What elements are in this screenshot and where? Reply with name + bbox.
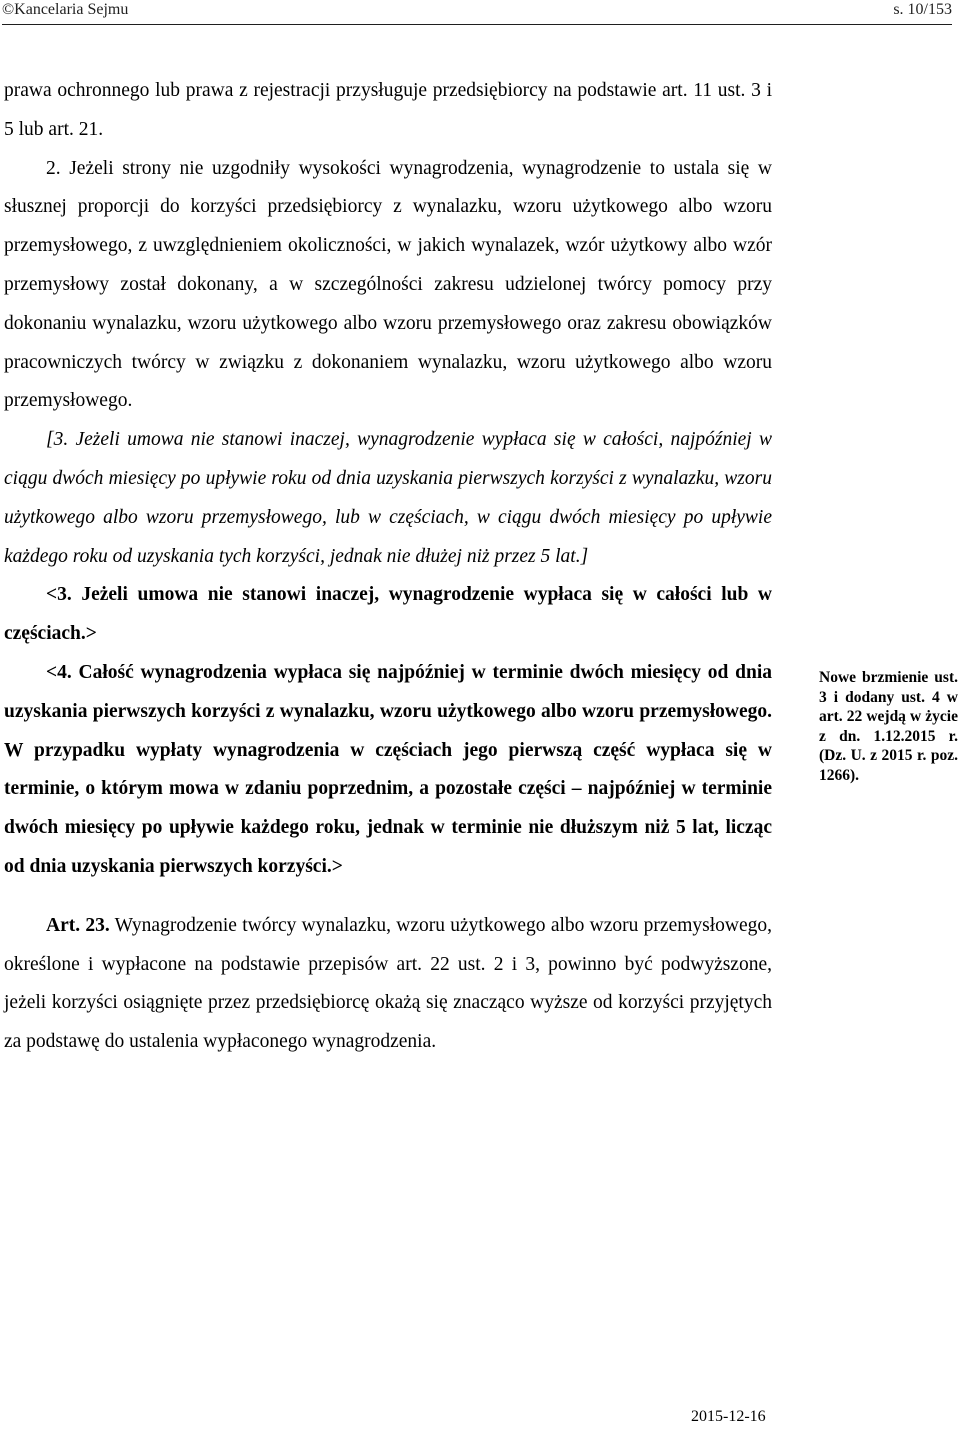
article-label: Art. 23.: [46, 914, 110, 936]
page-header: [2, 0, 952, 20]
paragraph-ust-4-new: <4. Całość wynagrodzenia wypłaca się najpóźniej w terminie dwóch miesięcy od dnia uzyskania pierwszych korzyści z wynalazku, wzoru użytkowego albo wzoru przemysłowego. W przypadku wypłaty wynagrodzenia w częściach jego pierwszą część wypłaca się w terminie, o którym mowa w zdaniu poprzednim, a pozostałe części – najpóźniej w terminie dwóch miesięcy po upływie każdego roku, jednak w terminie nie dłuższym niż 5 lat, licząc od dnia uzyskania pierwszych korzyści.>: [4, 661, 772, 877]
paragraph-art-23: [4, 907, 772, 1062]
header-divider: [2, 24, 952, 25]
margin-note: Nowe brzmienie ust. 3 i dodany ust. 4 w art. 22 wejdą w życie z dn. 1.12.2015 r. (Dz. U. z 2015 r. poz. 1266).: [819, 669, 958, 784]
document-body: [4, 72, 772, 1062]
article-text: Wynagrodzenie twórcy wynalazku, wzoru użytkowego albo wzoru przemysłowego, określone i wypłacone na podstawie przepisów art. 22 ust. 2 i 3, powinno być podwyższone, jeżeli korzyści osiągnięte przez przedsiębiorcę okażą się znacząco wyższe od korzyści przyjętych za podstawę do ustalenia wypłaconego wynagrodzenia.: [4, 914, 773, 1053]
header-source: ©Kancelaria Sejmu: [2, 1, 129, 18]
paragraph-continuation: prawa ochronnego lub prawa z rejestracji przysługuje przedsiębiorcy na podstawie art. 11 ust. 3 i 5 lub art. 21.: [4, 80, 772, 140]
paragraph-ust-2: 2. Jeżeli strony nie uzgodniły wysokości wynagrodzenia, wynagrodzenie to ustala się w słusznej proporcji do korzyści przedsiębiorcy z wynalazku, wzoru użytkowego albo wzoru przemysłowego, z uwzględnieniem okoliczności, w jakich wynalazek, wzór użytkowy albo wzór przemysłowy został dokonany, a w szczególności zakresu udzielonej twórcy pomocy przy dokonaniu wynalazku, wzoru użytkowego albo wzoru przemysłowego oraz zakresu obowiązków pracowniczych twórcy w związku z dokonaniem wynalazku, wzoru użytkowego albo wzoru przemysłowego.: [4, 157, 772, 412]
header-page-number: s. 10/153: [893, 1, 952, 18]
paragraph-ust-3-old: [3. Jeżeli umowa nie stanowi inaczej, wynagrodzenie wypłaca się w całości, najpóźniej w ciągu dwóch miesięcy po upływie roku od dnia uzyskania pierwszych korzyści z wynalazku, wzoru użytkowego albo wzoru przemysłowego, lub w częściach, w ciągu dwóch miesięcy po upływie każdego roku od uzyskania tych korzyści, jednak nie dłużej niż przez 5 lat.]: [4, 429, 772, 567]
paragraph-ust-3-new: <3. Jeżeli umowa nie stanowi inaczej, wynagrodzenie wypłaca się w całości lub w częściach.>: [4, 584, 772, 645]
footer-date: 2015-12-16: [691, 1408, 766, 1425]
